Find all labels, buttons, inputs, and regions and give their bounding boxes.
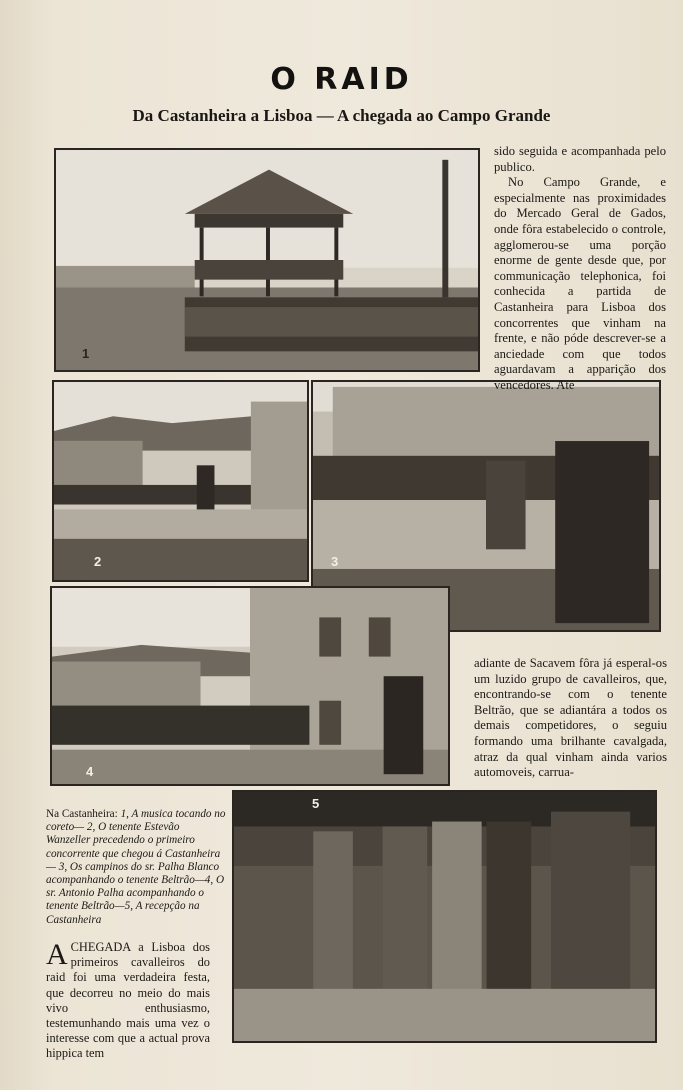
photo-5-reception [232,790,657,1043]
paragraph: sido seguida e acompanhada pelo publico. [494,144,666,174]
text-column-middle [474,656,667,781]
photo-2-number: 2 [94,554,102,569]
photo-4-number: 4 [86,764,94,779]
paragraph: adiante de Sacavem fôra já esperal-os um luzido grupo de cavalleiros, que, encontrando-se com o tenente Beltrão, que se adiantára a todos os demais competidores, o seguiu formando uma brilhante cavalgada, atraz da qual vinham ainda varios automoveis, carrua- [474,656,667,780]
photo-4-riders-at-house [50,586,450,786]
drop-cap: A [46,938,68,971]
photo-3-number: 3 [331,554,339,569]
caption-text: 1, A musica tocando no coreto— 2, O tenente Estevão Wanzeller precedendo o primeiro concorrente que chegou á Castanheira— 3, Os campinos do sr. Palha Blanco acompanhando o tenente Beltrão—4, O sr. Antonio Palha acompanhando o tenente Beltrão—5, A recepção na Castanheira [46,808,226,926]
page-subtitle: Da Castanheira a Lisboa — A chegada ao Campo Grande [132,106,551,125]
photo-5-image [234,792,655,1041]
text-column-top [494,144,666,394]
photo-caption [46,808,226,927]
photo-2-image [54,382,307,580]
article-body [46,940,210,1062]
photo-5-number: 5 [312,796,320,811]
photo-1-number: 1 [82,346,90,361]
article-text: CHEGADA a Lisboa dos primeiros cavalleiros do raid foi uma verdadeira festa, que decorreu no meio do mais vivo enthusiasmo, testemunhando mais uma vez o interesse com que a actual prova hippica tem [46,940,210,1061]
photo-1-image [56,150,478,370]
photo-2-rider-in-street [52,380,309,582]
photo-4-image [52,588,448,784]
paragraph: No Campo Grande, e especialmente nas proximidades do Mercado Geral de Gados, onde fôra estabelecido o controle, agglomerou-se uma porção enorme de gente desde que, por communicação telephonica, foi conhecida a partida de Castanheira para Lisboa dos concorrentes que vinham na frente, e não póde descrever-se a anciedade com que todos aguardavam a apparição dos vencedores. Até [494,175,666,392]
photo-1-bandstand [54,148,480,372]
caption-lead: Na Castanheira: [46,808,118,820]
page-title: O RAID [270,62,413,97]
